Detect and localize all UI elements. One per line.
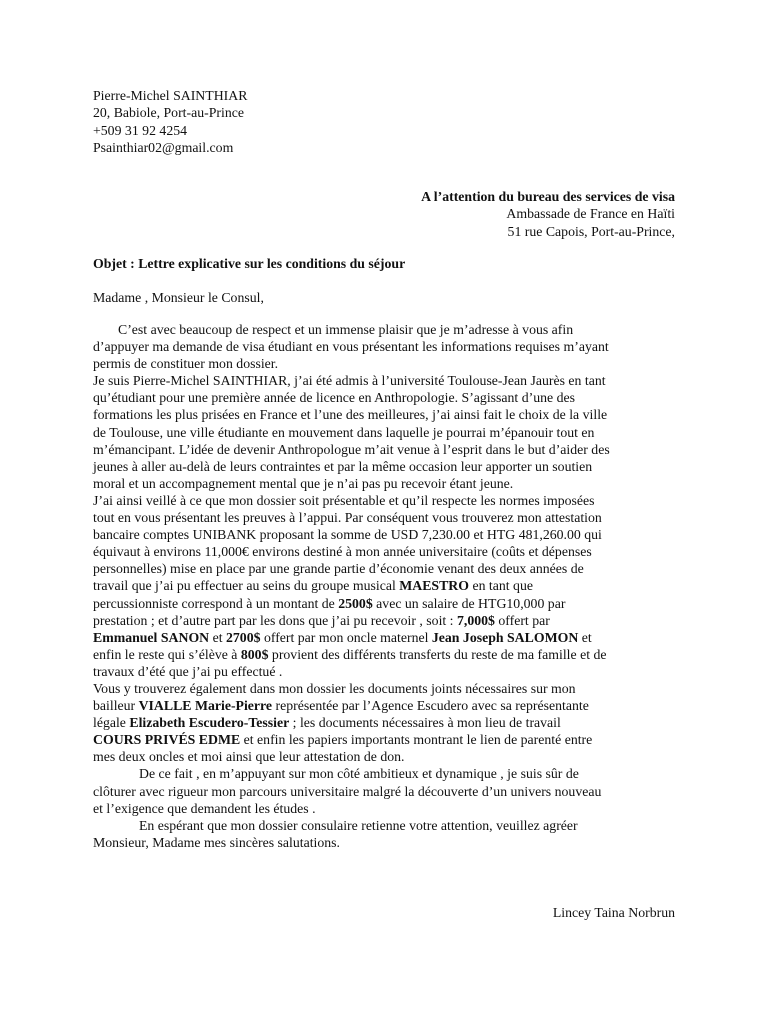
- text-segment: représentée par l’Agence Escudero avec sa représentante: [272, 698, 589, 714]
- text-segment: ; les documents nécessaires à mon lieu de travail: [289, 715, 561, 731]
- text-segment: offert par: [494, 612, 550, 628]
- text-segment: et enfin les papiers importants montrant le lien de parenté entre: [240, 732, 593, 748]
- letter-subject: Objet : Lettre explicative sur les conditions du séjour: [93, 256, 406, 271]
- body-line: [93, 355, 677, 372]
- text-segment: bancaire comptes UNIBANK proposant la somme de USD 7,230.00 et HTG 481,260.00 qui: [93, 527, 602, 543]
- text-segment: clôturer avec rigueur mon parcours universitaire malgré la découverte d’un univers nouveau: [93, 783, 602, 799]
- body-line: [93, 338, 677, 355]
- sender-block: [93, 87, 247, 157]
- text-segment: et: [578, 629, 592, 645]
- body-line: [93, 714, 677, 731]
- bold-text: MAESTRO: [399, 578, 469, 594]
- text-segment: J’ai ainsi veillé à ce que mon dossier soit présentable et qu’il respecte les normes imposées: [93, 492, 595, 508]
- text-segment: en tant que: [469, 578, 533, 594]
- text-segment: percussionniste correspond à un montant de: [93, 595, 339, 611]
- body-line: [93, 748, 677, 765]
- body-line: [93, 629, 677, 646]
- text-segment: tout en vous présentant les preuves à l’appui. Par conséquent vous trouverez mon attestation: [93, 510, 602, 526]
- text-segment: mes deux oncles et moi ainsi que leur attestation de don.: [93, 749, 405, 765]
- text-segment: C’est avec beaucoup de respect et un immense plaisir que je m’adresse à vous afin: [118, 322, 574, 337]
- body-line: [93, 509, 677, 526]
- bold-text: Emmanuel SANON: [93, 629, 210, 645]
- text-segment: travaux d’été que j’ai pu effectué .: [93, 663, 283, 679]
- text-segment: m’émancipant. L’idée de devenir Anthropologue m’ait venue à l’esprit dans le but d’aider des: [93, 441, 610, 457]
- body-line: [93, 441, 677, 458]
- body-line: [93, 595, 677, 612]
- text-segment: provient des différents transferts du reste de ma famille et de: [268, 646, 607, 662]
- text-segment: Je suis Pierre-Michel SAINTHIAR, j’ai été admis à l’université Toulouse-Jean Jaurès en tant: [93, 373, 606, 389]
- text-segment: bailleur: [93, 698, 139, 714]
- text-segment: qu’étudiant pour une première année de licence en Anthropologie. S’agissant d’une des: [93, 390, 575, 406]
- bold-text: VIALLE Marie-Pierre: [138, 698, 273, 714]
- letter-salutation: Madame , Monsieur le Consul,: [93, 290, 264, 305]
- body-line: [93, 321, 677, 338]
- sender-name: Pierre-Michel SAINTHIAR: [93, 88, 248, 103]
- sender-address: 20, Babiole, Port-au-Prince: [93, 105, 244, 121]
- text-segment: En espérant que mon dossier consulaire retienne votre attention, veuillez agréer: [139, 817, 578, 833]
- bold-text: 2500$: [338, 595, 373, 611]
- body-line: [93, 731, 677, 748]
- letter-signature: Lincey Taina Norbrun: [552, 905, 675, 920]
- body-line: [93, 389, 677, 406]
- body-line: [93, 612, 677, 629]
- text-segment: de Toulouse, une ville étudiante en mouvement dans laquelle je pourrai m’épanouir tout en: [93, 424, 595, 440]
- sender-email: Psainthiar02@gmail.com: [93, 140, 234, 156]
- bold-text: 800$: [240, 646, 269, 662]
- body-line: [93, 526, 677, 543]
- text-segment: jeunes à aller au-delà de leurs contraintes et par la même occasion leur apporter un soutien: [93, 458, 593, 474]
- body-line: [93, 817, 677, 834]
- recipient-address: 51 rue Capois, Port-au-Prince,: [507, 223, 675, 239]
- body-line: [93, 783, 677, 800]
- body-line: [93, 646, 677, 663]
- bold-text: 2700$: [226, 629, 261, 645]
- text-segment: enfin le reste qui s’élève à: [93, 646, 241, 662]
- body-line: [93, 697, 677, 714]
- text-segment: permis de constituer mon dossier.: [93, 356, 279, 372]
- body-line: [93, 475, 677, 492]
- text-segment: De ce fait , en m’appuyant sur mon côté ambitieux et dynamique , je suis sûr de: [139, 766, 579, 782]
- body-line: [93, 372, 677, 389]
- body-line: [93, 492, 677, 509]
- body-line: [93, 406, 677, 423]
- text-segment: travail que j’ai pu effectuer au seins du groupe musical: [93, 578, 400, 594]
- text-segment: d’appuyer ma demande de visa étudiant en vous présentant les informations requises m’ayant: [93, 339, 609, 355]
- body-line: [93, 800, 677, 817]
- text-segment: moral et un accompagnement mental que je n’ai pas pu recevoir étant jeune.: [93, 475, 514, 491]
- recipient-attention: A l’attention du bureau des services de visa: [421, 189, 675, 204]
- body-line: [93, 424, 677, 441]
- bold-text: Jean Joseph SALOMON: [431, 629, 579, 645]
- body-line: [93, 680, 677, 697]
- body-line: [93, 663, 677, 680]
- text-segment: personnelles) mise en place par une grande partie d’économie venant des deux années de: [93, 561, 584, 577]
- text-segment: offert par mon oncle maternel: [260, 629, 432, 645]
- body-line: [93, 560, 677, 577]
- text-segment: avec un salaire de HTG10,000 par: [372, 595, 566, 611]
- bold-text: 7,000$: [456, 612, 495, 628]
- text-segment: Monsieur, Madame mes sincères salutations.: [93, 834, 340, 850]
- body-line: [93, 458, 677, 475]
- recipient-block: [421, 188, 675, 240]
- bold-text: COURS PRIVÉS EDME: [93, 732, 241, 748]
- text-segment: équivaut à environs 11,000€ environs destiné à mon année universitaire (coûts et dépenses: [93, 544, 592, 560]
- body-line: [93, 834, 677, 851]
- text-segment: prestation ; et d’autre part par les dons que j’ai pu recevoir , soit :: [93, 612, 457, 628]
- body-line: [93, 543, 677, 560]
- text-segment: formations les plus prisées en France et l’une des meilleures, j’ai ainsi fait le choix de la ville: [93, 407, 608, 423]
- recipient-embassy: Ambassade de France en Haïti: [506, 206, 675, 222]
- body-line: [93, 577, 677, 594]
- text-segment: Vous y trouverez également dans mon dossier les documents joints nécessaires sur mon: [93, 680, 576, 696]
- sender-phone: +509 31 92 4254: [93, 122, 188, 138]
- text-segment: et: [209, 629, 226, 645]
- letter-body: [93, 321, 677, 851]
- bold-text: Elizabeth Escudero-Tessier: [129, 715, 290, 731]
- text-segment: légale: [93, 715, 130, 731]
- text-segment: et l’exigence que demandent les études .: [93, 800, 316, 816]
- body-line: [93, 765, 677, 782]
